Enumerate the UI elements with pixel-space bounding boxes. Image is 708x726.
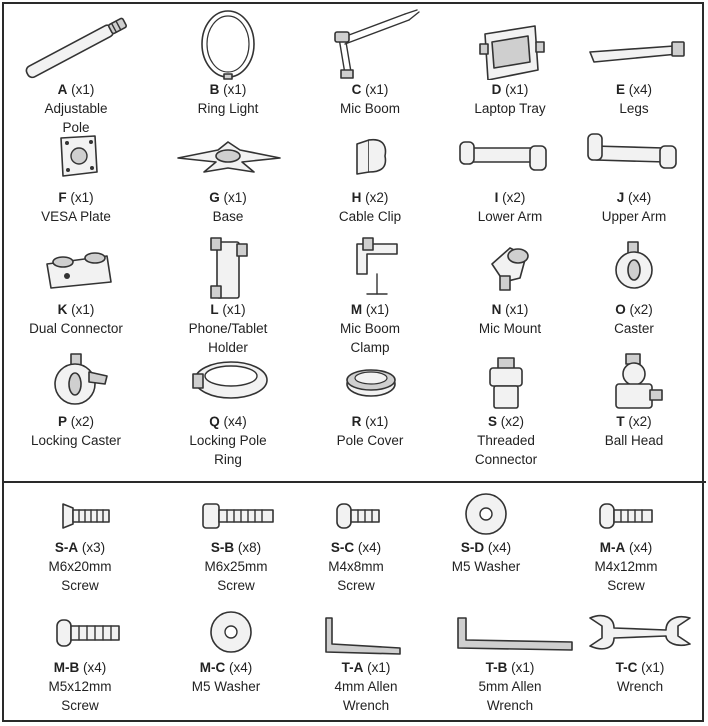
upper-arm-icon xyxy=(564,132,704,188)
section-divider xyxy=(2,481,706,483)
hardware-m-c: M-C (x4) M5 Washer xyxy=(156,608,296,696)
mic-boom-clamp-icon xyxy=(305,236,435,300)
ball-head-icon xyxy=(564,352,704,412)
part-c: C (x1) Mic Boom xyxy=(300,8,440,118)
screw-m6x25-icon xyxy=(171,494,301,538)
mic-boom-icon xyxy=(305,8,435,80)
screw-m4x8-icon xyxy=(291,494,421,538)
vesa-plate-icon xyxy=(11,132,141,188)
part-n: N (x1) Mic Mount xyxy=(440,236,580,338)
part-o: O (x2) Caster xyxy=(564,236,704,338)
caster-icon xyxy=(564,236,704,300)
hardware-s-b: S-B (x8) M6x25mm Screw xyxy=(166,494,306,595)
hardware-t-c: T-C (x1) Wrench xyxy=(570,608,708,696)
hardware-s-d: S-D (x4) M5 Washer xyxy=(416,490,556,576)
ring-light-icon xyxy=(163,8,293,80)
washer-m5-icon xyxy=(161,608,291,658)
allen-wrench-5mm-icon xyxy=(440,608,580,658)
part-j: J (x4) Upper Arm xyxy=(564,132,704,226)
hardware-t-a: T-A (x1) 4mm Allen Wrench xyxy=(296,608,436,715)
allen-wrench-4mm-icon xyxy=(296,608,436,658)
part-a: A (x1) Adjustable Pole xyxy=(6,8,146,137)
part-b: B (x1) Ring Light xyxy=(158,8,298,118)
part-m: M (x1) Mic Boom Clamp xyxy=(300,236,440,357)
adjustable-pole-icon xyxy=(11,8,141,80)
hardware-m-a: M-A (x4) M4x12mm Screw xyxy=(556,494,696,595)
part-e: E (x4) Legs xyxy=(564,8,704,118)
pole-cover-icon xyxy=(305,352,435,412)
part-i: I (x2) Lower Arm xyxy=(440,132,580,226)
wrench-icon xyxy=(570,608,708,658)
part-g: G (x1) Base xyxy=(158,132,298,226)
hardware-s-a: S-A (x3) M6x20mm Screw xyxy=(10,494,150,595)
hardware-t-b: T-B (x1) 5mm Allen Wrench xyxy=(440,608,580,715)
part-p: P (x2) Locking Caster xyxy=(6,352,146,450)
locking-caster-icon xyxy=(11,352,141,412)
cable-clip-icon xyxy=(305,132,435,188)
part-r: R (x1) Pole Cover xyxy=(300,352,440,450)
part-q: Q (x4) Locking Pole Ring xyxy=(158,352,298,469)
dual-connector-icon xyxy=(11,236,141,300)
leg-icon xyxy=(564,8,704,80)
threaded-connector-icon xyxy=(436,352,576,412)
mic-mount-icon xyxy=(440,236,580,300)
laptop-tray-icon xyxy=(440,8,580,80)
part-d: D (x1) Laptop Tray xyxy=(440,8,580,118)
washer-m5-icon xyxy=(416,490,556,538)
screw-m5x12-icon xyxy=(15,608,145,658)
screw-m4x12-icon xyxy=(556,494,696,538)
hardware-s-c: S-C (x4) M4x8mm Screw xyxy=(286,494,426,595)
part-h: H (x2) Cable Clip xyxy=(300,132,440,226)
hardware-m-b: M-B (x4) M5x12mm Screw xyxy=(10,608,150,715)
base-icon xyxy=(158,132,298,188)
part-k: K (x1) Dual Connector xyxy=(6,236,146,338)
part-s: S (x2) Threaded Connector xyxy=(436,352,576,469)
part-f: F (x1) VESA Plate xyxy=(6,132,146,226)
screw-m6x20-icon xyxy=(15,494,145,538)
phone-holder-icon xyxy=(163,236,293,300)
lower-arm-icon xyxy=(440,132,580,188)
part-l: L (x1) Phone/Tablet Holder xyxy=(158,236,298,357)
locking-pole-ring-icon xyxy=(163,352,293,412)
part-t: T (x2) Ball Head xyxy=(564,352,704,450)
